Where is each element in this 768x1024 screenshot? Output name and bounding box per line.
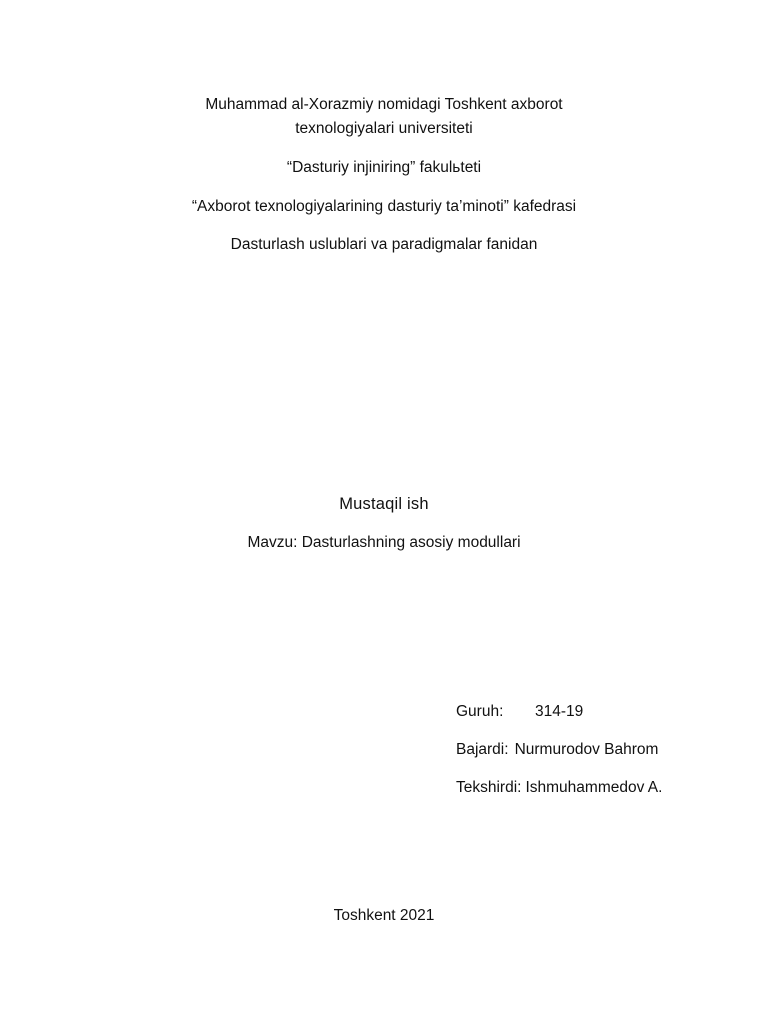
subject-name: Dasturlash uslublari va paradigmalar fanidan [230, 236, 538, 253]
university-name-line2: texnologiyalari universiteti [295, 120, 473, 137]
topic-line: Mavzu: Dasturlashning asosiy modullari [247, 534, 521, 551]
group-label: Guruh: [456, 703, 504, 720]
group-value: 314-19 [535, 703, 584, 720]
city-year: Toshkent 2021 [333, 907, 435, 924]
work-type-title: Mustaqil ish [339, 495, 429, 513]
department-name: “Axborot texnologiyalarining dasturiy ta’minoti” kafedrasi [191, 198, 577, 215]
university-name-line1: Muhammad al-Xorazmiy nomidagi Toshkent axborot [205, 96, 563, 113]
group-row [456, 701, 583, 723]
reviewer-label: Tekshirdi: [456, 779, 522, 796]
faculty-name: “Dasturiy injiniring” fakulьteti [286, 159, 482, 176]
reviewer-row [456, 777, 662, 799]
author-value: Nurmurodov Bahrom [514, 741, 659, 758]
reviewer-value: Ishmuhammedov A. [525, 779, 663, 796]
author-row [456, 739, 658, 761]
author-label: Bajardi: [456, 741, 509, 758]
